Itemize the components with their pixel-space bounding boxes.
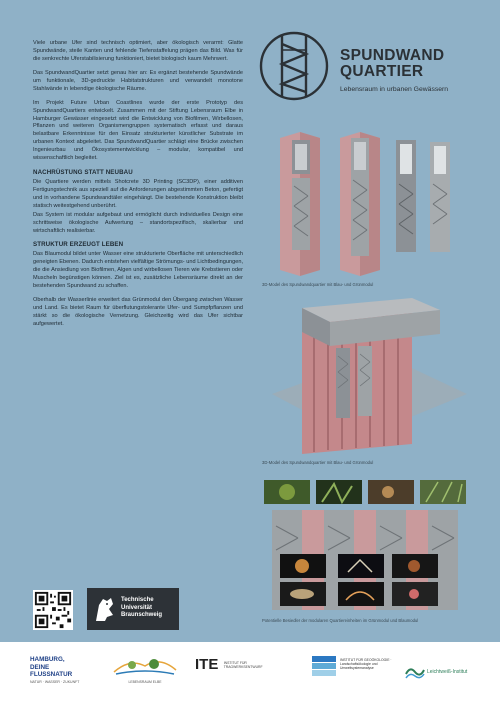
tu-line2: Universität: [121, 604, 153, 611]
photo-animal-5: [338, 582, 384, 606]
partner-geooekologie: [312, 656, 402, 680]
tree-label: LEBENSRAUM ELBE: [128, 680, 162, 684]
spundwand-logo-icon: [258, 30, 330, 102]
ite-abbr: ITE: [195, 656, 219, 673]
heading-retrofit: NACHRÜSTUNG STATT NEUBAU: [33, 169, 133, 177]
intro-column: [33, 40, 243, 335]
render-modules-perspective: [262, 294, 474, 458]
caption-figure-3: Potentielle Besiedler der modularen Quartiereinheiten im Grünmodul und Blaumodul: [262, 618, 419, 623]
heading-structure: STRUKTUR ERZEUGT LEBEN: [33, 241, 124, 249]
brand-header: [258, 30, 478, 105]
brand-title-line1: SPUNDWAND: [340, 47, 445, 64]
brand-title-line2: QUARTIER: [340, 63, 424, 81]
hamburg-line1: HAMBURG,: [30, 656, 65, 663]
paragraph-blue-module: Das Blaumodul bildet unter Wasser eine strukturierte Oberfläche mit unterschiedlich geneigten Ebenen. Dadurch entstehen vielfältige Strömungs- und Lichtbedingungen, die die Ansiedlung von Biofilmen, Algen und wirbellosen Tieren wie Krebstieren oder Muscheln begünstigen können. Ziel ist es, zusätzliche Lebensräume direkt an der bestehenden Spundwand zu schaffen.: [33, 251, 243, 290]
brand-subtitle: Lebensraum in urbanen Gewässern: [340, 86, 449, 93]
hamburg-sub: NATUR · WASSER · ZUKUNFT: [30, 679, 80, 684]
partner-ite: [195, 656, 295, 674]
tu-name: [121, 597, 162, 620]
photo-animal-2: [338, 554, 384, 578]
leichtweiss-name: Leichtweiß-Institut: [427, 669, 468, 675]
ite-name: INSTITUT FÜR TRAGWERKSENTWURF: [223, 660, 263, 669]
wave-mark-icon: [405, 664, 425, 680]
caption-figure-2: 3D-Model des Spundwandquartier mit Blau- und Grünmodul: [262, 460, 374, 465]
hamburg-line2: DEINE: [30, 663, 50, 671]
paragraph-intro: Viele urbane Ufer sind technisch optimiert, aber ökologisch verarmt: Glatte Spundwände, steile Kanten und fehlende Tiefenstaffelung prägen das Bild. Was für die senkrechte Uferstabilisierung funktioniert, bietet biologisch kaum Mehrwert.: [33, 40, 243, 62]
partner-footer: [0, 642, 500, 702]
paragraph-sc3dp: Die Quartiere werden mittels Shotcrete 3D Printing (SC3DP), einer additiven Fertigungstechnik aus speziell auf die Anforderungen abgestimmten Beton, gefertigt und in vorhandene Spundwandtäler eingehängt. Die bestehende Konstruktion bleibt statisch weitestgehend unberührt.: [33, 178, 243, 209]
partner-hamburg-flussnatur: [30, 656, 92, 684]
paragraph-modular: Das System ist modular aufgebaut und ermöglicht durch individuelles Design eine schrittweise ökologische Aufwertung – standortspezifisch, skalierbar und wirtschaftlich realisierbar.: [33, 211, 243, 234]
render-modules-elevation: [262, 120, 474, 280]
geooekologie-name: INSTITUT FÜR GEOÖKOLOGIE · Landschaftsökologie und Umweltsystemanalyse: [340, 658, 392, 671]
paragraph-approach: Das SpundwandQuartier setzt genau hier an: Es ergänzt bestehende Spundwände um funktionale, 3D-gedruckte Habitatstrukturen und verwandelt monotone Stahlwände in lebendige ökologische Räume.: [33, 69, 243, 92]
tu-braunschweig-logo: [87, 588, 179, 630]
figure-colonizers: [262, 476, 474, 636]
colonizer-photo-grid: [262, 476, 474, 616]
tree-landscape-icon: [110, 656, 180, 678]
hamburg-line3: FLUSSNATUR: [30, 671, 73, 679]
caption-figure-1: 3D-Model des Spundwandquartier mit Blau- und Grünmodul: [262, 282, 374, 287]
brand-title: [340, 48, 444, 81]
qr-code[interactable]: [33, 590, 73, 630]
figure-3d-perspective: [262, 294, 474, 470]
paragraph-green-module: Oberhalb der Wasserlinie erweitert das Grünmodul den Übergang zwischen Wasser und Land. Es bietet Raum für überflutungstolerante Ufer- und Sumpfpflanzen und stärkt so die ökologische Vernetzung. Gleichzeitig wird das Ufer sichtbar aufgewertet.: [33, 296, 243, 327]
tu-line1: Technische: [121, 597, 154, 603]
waves-icon: [312, 656, 336, 678]
tu-line3: Braunschweig: [121, 612, 163, 618]
partner-lebensraum-elbe: [110, 656, 180, 684]
figure-3d-elevation: [262, 120, 474, 290]
paragraph-project: Im Projekt Future Urban Coastlines wurde der erste Prototyp des SpundwandQuartiers entwickelt. Zusammen mit der Stiftung Lebensraum Elbe in Hamburger Gewässer eingesetzt wird die Entwicklung von Biofilmen, Wirbellosen, Pflanzen und weiteren Organismengruppen systematisch erfasst und daraus belastbare Erkenntnisse für den Einsatz strukturierter künstlicher Substrate im urbanen Kontext abgeleitet. Das SpundwandQuartier schlägt eine Brücke zwischen Ingenieurbau und Ökosystementwicklung – modular, kompatibel und wissenschaftlich begleitet.: [33, 99, 243, 162]
lion-emblem-icon: [93, 595, 117, 623]
